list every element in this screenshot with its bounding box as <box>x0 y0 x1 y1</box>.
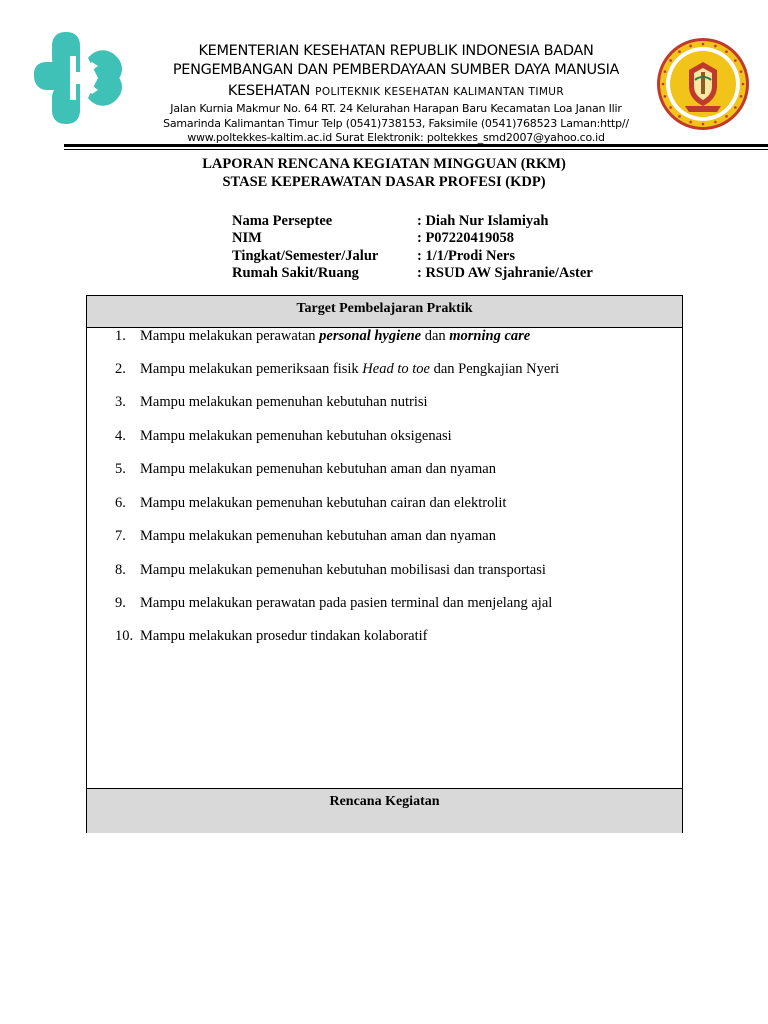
identity-label: Tingkat/Semester/Jalur <box>232 247 379 264</box>
target-item-number: 9. <box>115 595 126 611</box>
address-line3: www.poltekkes-kaltim.ac.id Surat Elektronik: poltekkes_smd2007@yahoo.co.id <box>187 131 605 144</box>
target-item-text <box>140 361 559 378</box>
target-item-number: 3. <box>115 394 126 410</box>
target-item-text <box>140 628 428 645</box>
header-divider-thick <box>64 144 768 147</box>
kemenkes-logo-icon <box>26 28 130 128</box>
identity-label: NIM <box>232 230 262 247</box>
target-item-segment: Mampu melakukan pemenuhan kebutuhan aman dan nyaman <box>140 528 496 544</box>
target-item-segment: Mampu melakukan perawatan <box>140 328 320 344</box>
target-item-number: 10. <box>115 628 134 644</box>
letterhead <box>132 42 660 146</box>
target-item-segment: Mampu melakukan prosedur tindakan kolaboratif <box>140 628 428 644</box>
ministry-name-line2: PENGEMBANGAN DAN PEMBERDAYAAN SUMBER DAYA MANUSIA <box>172 62 620 78</box>
target-item-text <box>140 495 506 512</box>
target-item-segment: Mampu melakukan pemenuhan kebutuhan oksigenasi <box>140 428 452 444</box>
ministry-name-tail: KESEHATAN <box>227 83 311 99</box>
target-item-text <box>140 394 428 411</box>
target-item-number: 2. <box>115 361 126 377</box>
target-item <box>115 394 428 411</box>
target-item-segment: dan Pengkajian Nyeri <box>429 361 560 377</box>
target-item-number: 8. <box>115 562 126 578</box>
target-item <box>115 528 496 545</box>
identity-value: : 1/1/Prodi Ners <box>417 247 515 264</box>
target-item <box>115 328 530 345</box>
target-item-text <box>140 528 496 545</box>
target-item <box>115 428 452 445</box>
target-item <box>115 595 552 612</box>
ministry-name-line3 <box>132 80 660 102</box>
target-item-segment: dan <box>421 328 450 344</box>
target-item-emphasis: Head to toe <box>362 361 430 377</box>
poltekkes-emblem-icon <box>655 36 751 132</box>
student-identity <box>232 213 593 282</box>
target-item-number: 7. <box>115 528 126 544</box>
target-item-number: 4. <box>115 428 126 444</box>
target-item-text <box>140 595 552 612</box>
target-item-segment: Mampu melakukan pemenuhan kebutuhan nutrisi <box>140 394 428 410</box>
identity-value: : P07220419058 <box>417 230 515 247</box>
institution-name: POLITEKNIK KESEHATAN KALIMANTAN TIMUR <box>315 86 565 98</box>
identity-row <box>232 248 593 265</box>
report-title-line2: STASE KEPERAWATAN DASAR PROFESI (KDP) <box>222 173 546 190</box>
target-item-emphasis: personal hygiene <box>319 328 422 344</box>
target-item-emphasis: morning care <box>449 328 531 344</box>
learning-target-table <box>86 295 683 833</box>
target-item-segment: Mampu melakukan perawatan pada pasien terminal dan menjelang ajal <box>140 595 553 611</box>
target-item-number: 1. <box>115 328 126 344</box>
identity-row <box>232 265 593 282</box>
target-item <box>115 361 559 378</box>
target-item-segment: Mampu melakukan pemenuhan kebutuhan mobilisasi dan transportasi <box>140 562 546 578</box>
activity-plan-header: Rencana Kegiatan <box>87 788 682 833</box>
target-item-text <box>140 562 546 579</box>
target-header: Target Pembelajaran Praktik <box>87 296 682 328</box>
identity-row <box>232 230 593 247</box>
ministry-name-line1: KEMENTERIAN KESEHATAN REPUBLIK INDONESIA BADAN <box>198 43 594 59</box>
header-divider-thin <box>64 149 768 150</box>
address-line2: Samarinda Kalimantan Timur Telp (0541)738153, Faksimile (0541)768523 Laman:http// <box>163 116 629 130</box>
address-line1: Jalan Kurnia Makmur No. 64 RT. 24 Kelurahan Harapan Baru Kecamatan Loa Janan Ilir <box>170 102 622 115</box>
target-item-segment: Mampu melakukan pemeriksaan fisik <box>140 361 363 377</box>
identity-value: : RSUD AW Sjahranie/Aster <box>417 264 593 281</box>
target-item-text <box>140 428 452 445</box>
report-title <box>0 156 768 191</box>
target-item-number: 6. <box>115 495 126 511</box>
target-item-number: 5. <box>115 461 126 477</box>
identity-row <box>232 213 593 230</box>
target-item-segment: Mampu melakukan pemenuhan kebutuhan aman dan nyaman <box>140 461 496 477</box>
target-item <box>115 628 428 645</box>
report-title-line1: LAPORAN RENCANA KEGIATAN MINGGUAN (RKM) <box>202 156 566 172</box>
identity-value: : Diah Nur Islamiyah <box>417 213 549 229</box>
target-item-text <box>140 328 530 345</box>
target-item-segment: Mampu melakukan pemenuhan kebutuhan cairan dan elektrolit <box>140 495 507 511</box>
target-item <box>115 495 506 512</box>
target-item <box>115 461 496 478</box>
identity-label: Rumah Sakit/Ruang <box>232 264 359 281</box>
target-item-text <box>140 461 496 478</box>
target-item <box>115 562 546 579</box>
identity-label: Nama Perseptee <box>232 213 333 229</box>
